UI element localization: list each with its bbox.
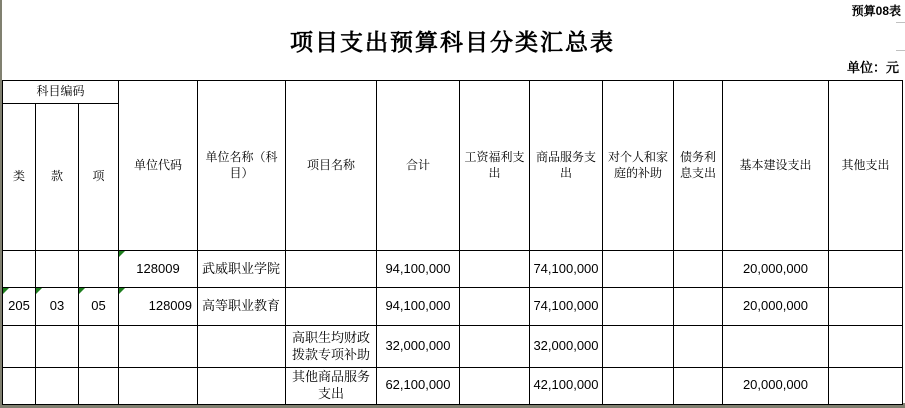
cell-section[interactable]	[36, 326, 79, 368]
error-triangle-icon	[119, 251, 125, 257]
error-triangle-icon	[119, 288, 125, 294]
cell-debt[interactable]	[674, 288, 723, 326]
cell-item[interactable]	[79, 251, 119, 288]
cell-project-name[interactable]	[286, 251, 377, 288]
cell-wages[interactable]	[460, 288, 530, 326]
cell-unit-code[interactable]	[119, 326, 198, 368]
cell-total[interactable]: 62,100,000	[377, 368, 460, 405]
cell-wages[interactable]	[460, 326, 530, 368]
form-number-label: 预算08表	[851, 4, 901, 18]
cell-goods[interactable]: 42,100,000	[530, 368, 603, 405]
cell-unit-code[interactable]	[119, 251, 198, 288]
cell-debt[interactable]	[674, 251, 723, 288]
cell-other[interactable]	[829, 288, 903, 326]
table-row	[3, 368, 903, 405]
cell-goods[interactable]: 74,100,000	[530, 251, 603, 288]
cell-capital[interactable]: 20,000,000	[723, 251, 829, 288]
cell-section[interactable]	[36, 288, 79, 326]
cell-individual[interactable]	[603, 288, 674, 326]
cell-capital[interactable]: 20,000,000	[723, 288, 829, 326]
cell-other[interactable]	[829, 368, 903, 405]
header-goods-services[interactable]: 商品服务支出	[530, 81, 603, 251]
header-wages-welfare[interactable]: 工资福利支出	[460, 81, 530, 251]
cell-item[interactable]	[79, 288, 119, 326]
cell-individual[interactable]	[603, 326, 674, 368]
header-capital-construction[interactable]: 基本建设支出	[723, 81, 829, 251]
cell-class[interactable]	[3, 368, 36, 405]
gridline-stub	[896, 22, 905, 23]
cell-unit-name[interactable]	[198, 326, 286, 368]
cell-wages[interactable]	[460, 251, 530, 288]
cell-unit-name[interactable]: 武威职业学院	[198, 251, 286, 288]
header-unit-name[interactable]: 单位名称（科目）	[198, 81, 286, 251]
cell-class[interactable]	[3, 251, 36, 288]
cell-project-name[interactable]: 其他商品服务支出	[286, 368, 377, 405]
header-debt-interest[interactable]: 债务利息支出	[674, 81, 723, 251]
table-row	[3, 251, 903, 288]
cell-item[interactable]	[79, 368, 119, 405]
cell-other[interactable]	[829, 326, 903, 368]
cell-class[interactable]	[3, 326, 36, 368]
cell-goods[interactable]: 32,000,000	[530, 326, 603, 368]
cell-total[interactable]: 32,000,000	[377, 326, 460, 368]
cell-item[interactable]	[79, 326, 119, 368]
cell-unit-name[interactable]: 高等职业教育	[198, 288, 286, 326]
cell-goods[interactable]: 74,100,000	[530, 288, 603, 326]
error-triangle-icon	[36, 288, 42, 294]
cell-class[interactable]	[3, 288, 36, 326]
cell-unit-code[interactable]	[119, 368, 198, 405]
cell-section[interactable]	[36, 368, 79, 405]
cell-total[interactable]: 94,100,000	[377, 251, 460, 288]
cell-value: 05	[91, 298, 106, 314]
header-project-name[interactable]: 项目名称	[286, 81, 377, 251]
unit-label: 单位：元	[846, 60, 899, 75]
cell-value: 128009	[136, 260, 180, 276]
header-section[interactable]: 款	[36, 104, 79, 251]
cell-project-name[interactable]	[286, 288, 377, 326]
header-subject-code-group[interactable]: 科目编码	[3, 81, 119, 104]
cell-capital[interactable]	[723, 326, 829, 368]
cell-individual[interactable]	[603, 368, 674, 405]
cell-capital[interactable]: 20,000,000	[723, 368, 829, 405]
table-row	[3, 326, 903, 368]
cell-other[interactable]	[829, 251, 903, 288]
header-class[interactable]: 类	[3, 104, 36, 251]
header-unit-code[interactable]: 单位代码	[119, 81, 198, 251]
header-total[interactable]: 合计	[377, 81, 460, 251]
cell-total[interactable]: 94,100,000	[377, 288, 460, 326]
budget-summary-table	[2, 80, 903, 405]
page-title: 项目支出预算科目分类汇总表	[290, 29, 615, 55]
cell-wages[interactable]	[460, 368, 530, 405]
cell-section[interactable]	[36, 251, 79, 288]
header-item[interactable]: 项	[79, 104, 119, 251]
error-triangle-icon	[79, 288, 85, 294]
cell-project-name[interactable]: 高职生均财政拨款专项补助	[286, 326, 377, 368]
cell-value: 205	[8, 298, 30, 314]
cell-unit-name[interactable]	[198, 368, 286, 405]
cell-individual[interactable]	[603, 251, 674, 288]
cell-value: 03	[49, 298, 65, 314]
table-row	[3, 288, 903, 326]
cell-value: 128009	[148, 298, 192, 314]
error-triangle-icon	[3, 288, 9, 294]
header-other-expenditure[interactable]: 其他支出	[829, 81, 903, 251]
cell-debt[interactable]	[674, 326, 723, 368]
cell-unit-code[interactable]	[119, 288, 198, 326]
cell-debt[interactable]	[674, 368, 723, 405]
header-individual-family-subsidy[interactable]: 对个人和家庭的补助	[603, 81, 674, 251]
